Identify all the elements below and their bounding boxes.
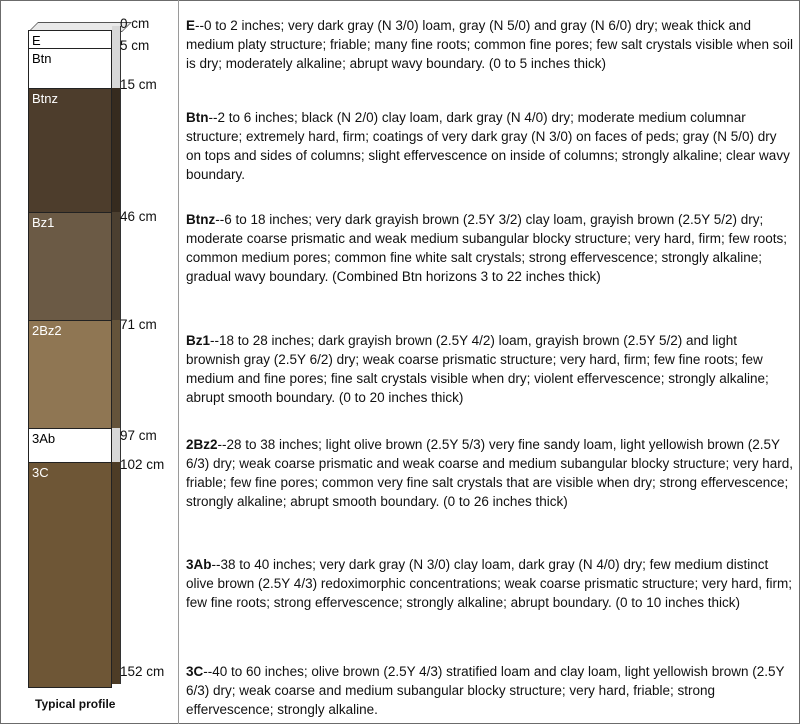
horizon-btn-label: Btn	[32, 51, 52, 66]
description-bz1-text: --18 to 28 inches; dark grayish brown (2.5Y 4/2) loam, grayish brown (2.5Y 5/2) and light brownish gray (2.5Y 6/2) dry; weak coarse prismatic structure; very hard, firm; few fine roots; few medium and fine pores; fine salt crystals visible when dry; violent effervescence; strongly alkaline; abrupt smooth boundary. (0 to 20 inches thick)	[186, 333, 769, 405]
horizon-btn	[28, 48, 112, 88]
horizon-2bz2	[28, 320, 112, 428]
horizon-btnz-side	[112, 88, 121, 212]
description-3c-text: --40 to 60 inches; olive brown (2.5Y 4/3) stratified loam and clay loam, light yellowish brown (2.5Y 6/3) dry; weak coarse and medium subangular blocky structure; very hard, friable; strong effervescence; strongly alkaline.	[186, 664, 785, 717]
horizon-e	[28, 30, 112, 48]
depth-label-102: 102 cm	[120, 457, 165, 472]
horizon-bz1-label: Bz1	[32, 215, 55, 230]
horizon-3ab	[28, 428, 112, 462]
horizon-bz1-side	[112, 212, 121, 320]
depth-label-0: 0 cm	[120, 16, 150, 31]
description-bz1-name: Bz1	[186, 333, 211, 348]
depth-label-5: 5 cm	[120, 38, 150, 53]
horizon-btnz	[28, 88, 112, 212]
description-3ab-text: --38 to 40 inches; very dark gray (N 3/0) clay loam, dark gray (N 4/0) dry; few medium distinct olive brown (2.5Y 4/3) redoximorphic concentrations; weak coarse prismatic structure; very hard, firm; few fine roots; strong effervescence; strongly alkaline; abrupt boundary. (0 to 10 inches thick)	[186, 557, 792, 610]
description-3c	[186, 662, 794, 719]
profile-caption: Typical profile	[35, 697, 116, 711]
horizon-3ab-label: 3Ab	[32, 431, 56, 446]
horizon-3c-label: 3C	[32, 465, 49, 480]
description-e-name: E	[186, 18, 196, 33]
description-e-text: --0 to 2 inches; very dark gray (N 3/0) loam, gray (N 5/0) and gray (N 6/0) dry; weak thick and medium platy structure; friable; many fine roots; common fine pores; few salt crystals visible when soil is dry; moderately alkaline; abrupt wavy boundary. (0 to 5 inches thick)	[186, 18, 793, 71]
horizon-3c	[28, 462, 112, 688]
depth-label-152: 152 cm	[120, 664, 165, 679]
horizon-3c-side	[112, 462, 121, 684]
description-btn-text: --2 to 6 inches; black (N 2/0) clay loam, dark gray (N 4/0) dry; moderate medium columnar structure; extremely hard, firm; coatings of very dark gray (N 3/0) on faces of peds; gray (N 5/0) dry on tops and sides of columns; slight effervescence on inside of columns; strongly alkaline; clear wavy boundary.	[186, 110, 790, 182]
description-2bz2	[186, 435, 794, 511]
description-3c-name: 3C	[186, 664, 204, 679]
description-3ab-name: 3Ab	[186, 557, 212, 572]
description-btnz-text: --6 to 18 inches; very dark grayish brown (2.5Y 3/2) clay loam, grayish brown (2.5Y 5/2) dry; moderate coarse prismatic and weak medium subangular blocky structure; very hard, firm; few roots; common medium pores; common fine white salt crystals; strong effervescence; strongly alkaline; gradual wavy boundary. (Combined Btn horizons 3 to 22 inches thick)	[186, 212, 787, 284]
horizon-e-label: E	[32, 33, 41, 48]
horizon-btnz-label: Btnz	[32, 91, 59, 106]
description-btn-name: Btn	[186, 110, 209, 125]
depth-label-15: 15 cm	[120, 77, 157, 92]
column-divider	[178, 0, 179, 724]
description-e	[186, 16, 794, 73]
description-btnz	[186, 210, 794, 286]
horizon-2bz2-label: 2Bz2	[32, 323, 62, 338]
description-bz1	[186, 331, 794, 407]
description-2bz2-name: 2Bz2	[186, 437, 218, 452]
description-3ab	[186, 555, 794, 612]
description-2bz2-text: --28 to 38 inches; light olive brown (2.5Y 5/3) very fine sandy loam, light yellowish brown (2.5Y 6/3) dry; weak coarse prismatic and weak coarse and medium subangular blocky structure; very hard, friable; few fine pores; common very fine salt crystals that are visible when dry; strong effervescence; strongly alkaline; abrupt smooth boundary. (0 to 26 inches thick)	[186, 437, 794, 509]
horizon-2bz2-side	[112, 320, 121, 428]
depth-label-71: 71 cm	[120, 317, 157, 332]
description-btn	[186, 108, 794, 184]
soil-profile-column	[0, 0, 180, 724]
depth-label-46: 46 cm	[120, 209, 157, 224]
description-btnz-name: Btnz	[186, 212, 216, 227]
horizon-bz1	[28, 212, 112, 320]
depth-label-97: 97 cm	[120, 428, 157, 443]
